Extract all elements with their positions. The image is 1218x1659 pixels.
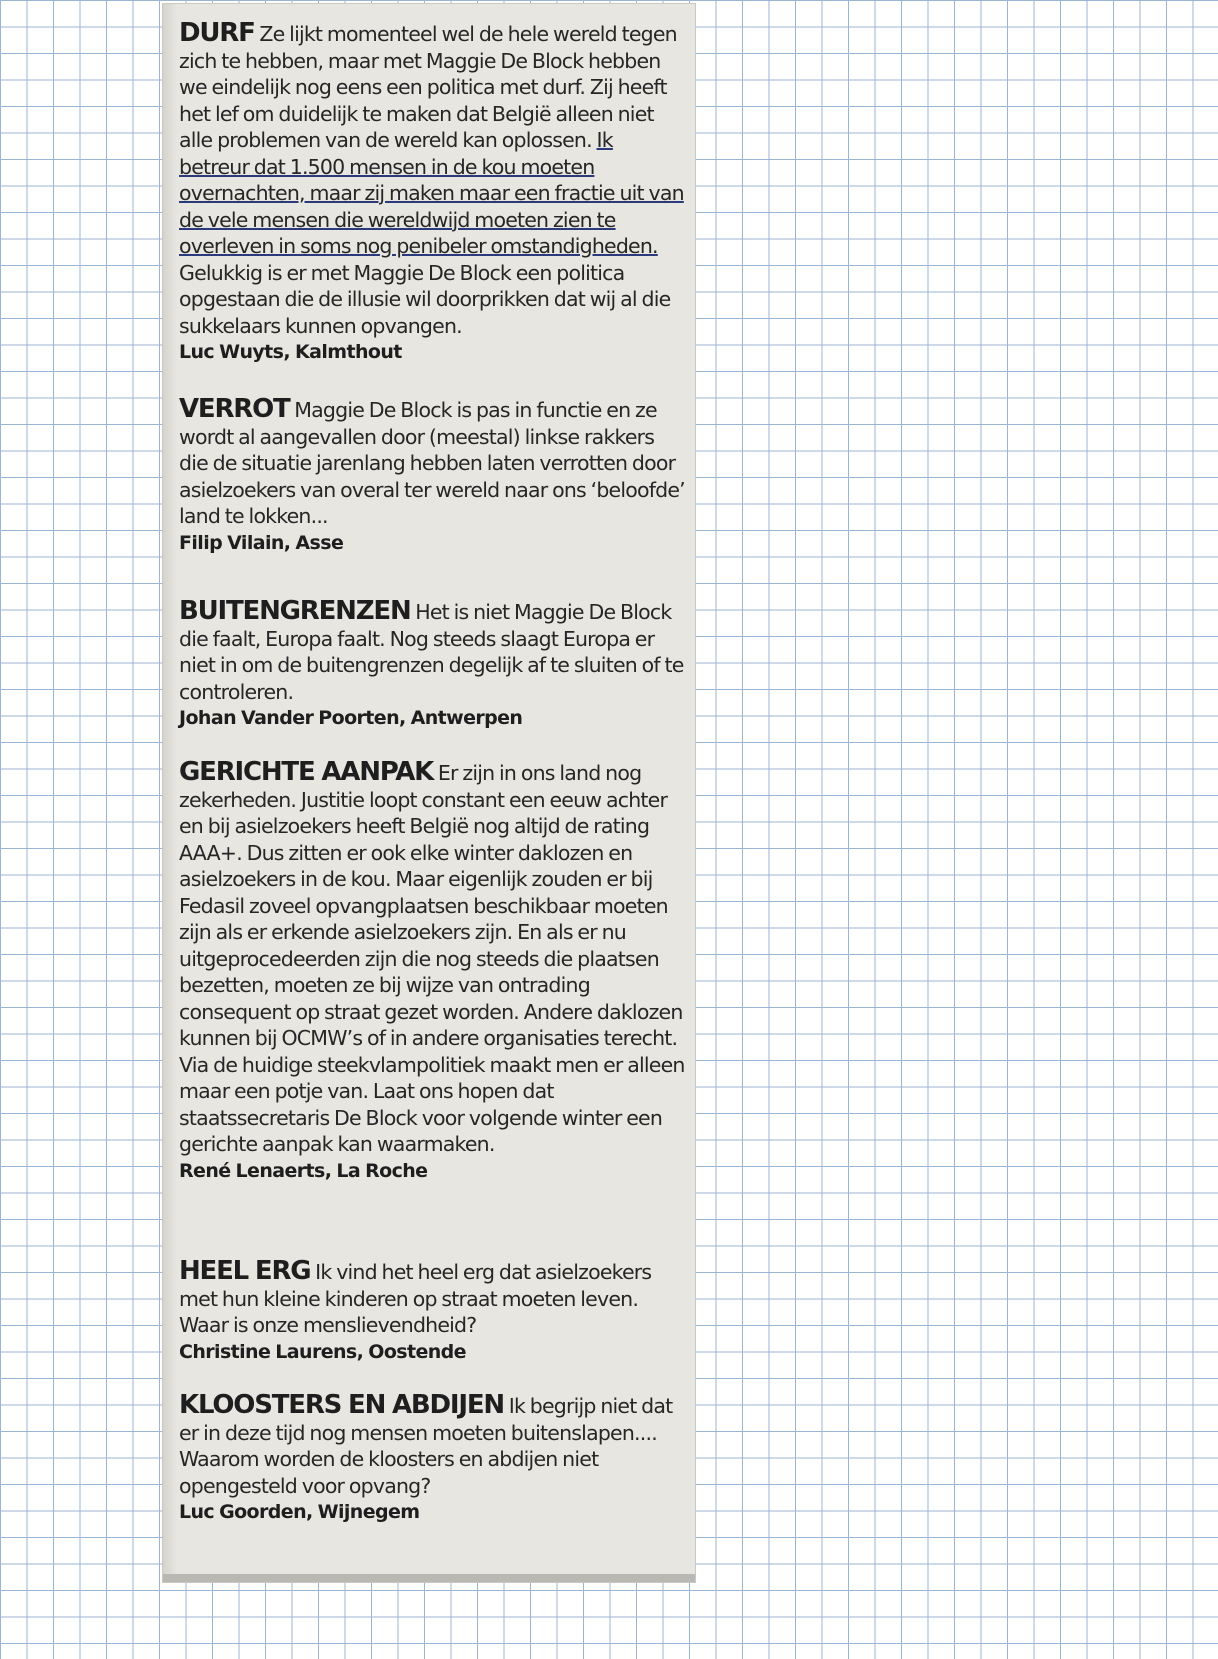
letter-heading: VERROT <box>179 394 290 424</box>
letter-durf <box>179 20 685 366</box>
letter-text: Maggie De Block is pas in functie en ze wordt al aangevallen door (meestal) linkse rakkers die de situatie jarenlang hebben laten verrotten door asielzoekers van overal ter wereld naar ons ‘beloofde’ land te lokken... <box>179 398 685 528</box>
underlined-passage: Ik betreur dat 1.500 mensen in de kou moeten overnachten, maar zij maken maar een fractie uit van de vele mensen die wereldwijd moeten zien te overleven in soms nog penibeler omstandigheden. <box>179 128 684 258</box>
letter-text: Het is niet Maggie De Block die faalt, Europa faalt. Nog steeds slaagt Europa er niet in om de buitengrenzen degelijk af te sluiten of te controleren. <box>179 600 684 704</box>
clipping-edge <box>163 4 177 1582</box>
letter-verrot <box>179 396 685 556</box>
letter-text: Ik vind het heel erg dat asielzoekers met hun kleine kinderen op straat moeten leven. Waar is onze menslievendheid? <box>179 1260 652 1337</box>
letter-text: Ik begrijp niet dat er in deze tijd nog mensen moeten buitenslapen.... Waarom worden de kloosters en abdijen niet opengesteld voor opvang? <box>179 1394 673 1498</box>
letter-heading: GERICHTE AANPAK <box>179 757 434 787</box>
letter-heading: HEEL ERG <box>179 1256 311 1286</box>
letter-signature: René Lenaerts, La Roche <box>179 1159 428 1182</box>
letter-buitengrenzen <box>179 598 685 732</box>
letter-heading: KLOOSTERS EN ABDIJEN <box>179 1390 504 1420</box>
clipping-bottom-edge <box>163 1574 695 1582</box>
letter-heading: BUITENGRENZEN <box>179 596 411 626</box>
letter-heading: DURF <box>179 18 255 48</box>
newspaper-clipping <box>163 4 695 1582</box>
letter-body <box>179 759 685 1158</box>
letter-signature: Luc Wuyts, Kalmthout <box>179 341 402 363</box>
letter-body <box>179 20 685 339</box>
letter-body <box>179 1258 685 1339</box>
letter-signature: Johan Vander Poorten, Antwerpen <box>179 707 523 729</box>
letter-body <box>179 1392 685 1499</box>
letter-text: Er zijn in ons land nog zekerheden. Justitie loopt constant een eeuw achter en bij asielzoekers heeft België nog altijd de rating AAA+. Dus zitten er ook elke winter daklozen en asielzoekers in de kou. Maar eigenlijk zouden er bij Fedasil zoveel opvangplaatsen beschikbaar moeten zijn als er erkende asielzoekers zijn. En als er nu uitgeprocedeerden zijn die nog steeds die plaatsen bezetten, moeten ze bij wijze van ontrading consequent op straat gezet worden. Andere daklozen kunnen bij OCMW’s of in andere organisaties terecht. Via de huidige steekvlampolitiek maakt men er alleen maar een potje van. Laat ons hopen dat staatssecretaris De Block voor volgende winter een gerichte aanpak kan waarmaken. <box>179 761 685 1156</box>
letter-kloosters-en-abdijen <box>179 1392 685 1526</box>
letter-signature: Luc Goorden, Wijnegem <box>179 1501 420 1523</box>
letter-signature: Filip Vilain, Asse <box>179 531 344 554</box>
letter-body <box>179 598 685 705</box>
letter-gerichte-aanpak <box>179 759 685 1184</box>
letter-heel-erg <box>179 1258 685 1365</box>
letter-text-end: Gelukkig is er met Maggie De Block een politica opgestaan die de illusie wil doorprikken dat wij al die sukkelaars kunnen opvangen. <box>179 260 671 338</box>
letter-text: Ze lijkt momenteel wel de hele wereld tegen zich te hebben, maar met Maggie De Block hebben we eindelijk nog eens een politica met durf. Zij heeft het lef om duidelijk te maken dat België alleen niet alle problemen van de wereld kan oplossen. <box>179 22 677 152</box>
letter-body <box>179 396 685 530</box>
letter-signature: Christine Laurens, Oostende <box>179 1340 466 1363</box>
